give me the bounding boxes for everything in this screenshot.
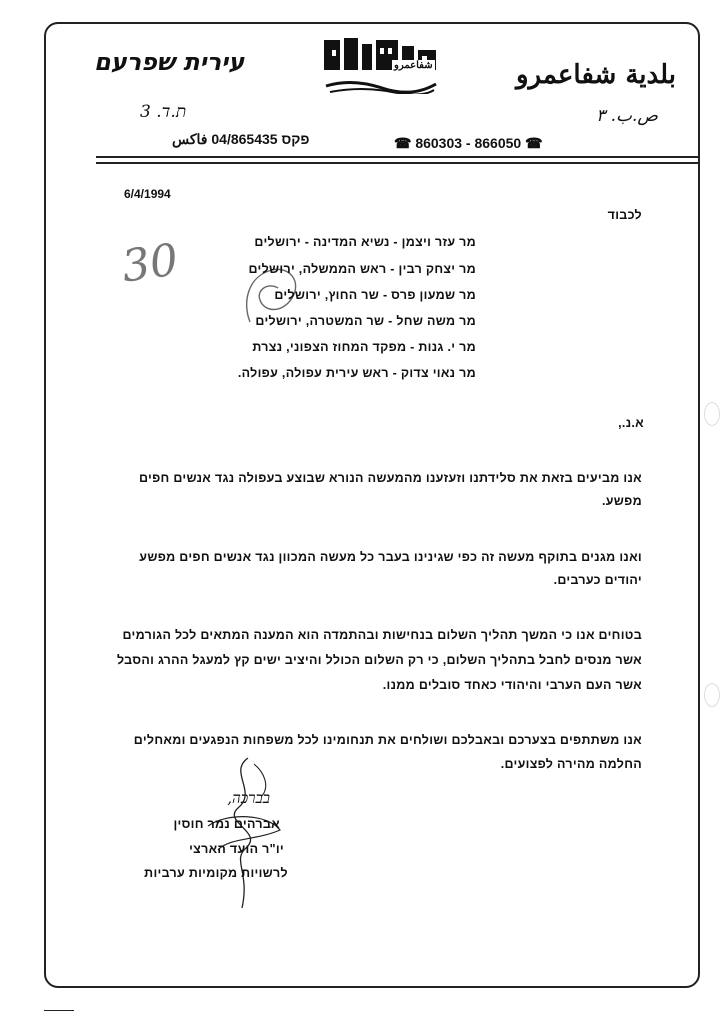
bottom-mark [44, 1010, 74, 1011]
greeting: א.נ., [618, 416, 644, 430]
paragraph-line: החלמה מהירה לפצועים. [500, 757, 642, 771]
paragraph-line: ואנו מגנים בתוקף מעשה זה כפי שגינינו בעבר כל מעשה המכוון נגד אנשים חפים מפשע [139, 550, 642, 564]
phone-numbers: ☎ 860303 - 866050 ☎ [394, 135, 543, 151]
header-divider [96, 156, 700, 158]
paragraph-line: אנו משתתפים בצערכם ובאבלכם ושולחים את תנחומינו לכל משפחות הנפגעים ומאחלים [133, 733, 642, 747]
paragraph-line: אשר העם הערבי והיהודי כאחד סובלים ממנו. [382, 678, 642, 692]
punch-hole [704, 683, 720, 707]
recipient-line: מר נאוי צדוק - ראש עירית עפולה, עפולה. [237, 366, 476, 380]
recipient-line: מר משה שחל - שר המשטרה, ירושלים [255, 314, 476, 328]
municipality-logo [322, 38, 440, 94]
letterhead-arabic-name: بلدية شفاعمرو [515, 60, 676, 90]
paragraph-line: יהודים כערבים. [553, 573, 642, 587]
handwritten-number: 30 [118, 234, 182, 293]
paragraph-line: אשר מנסים לחבל בתהליך השלום, כי רק השלום הכולל והיציב ישים קץ למעגל ההרג והסבל [116, 653, 642, 667]
signatory-title: יו"ר הועד הארצי [189, 842, 284, 856]
letter-date: 6/4/1994 [124, 187, 171, 201]
signatory-name: אברהים נמר חוסין [173, 817, 280, 831]
signature-closing: בברכה, [227, 789, 270, 807]
paragraph-line: מפשע. [602, 494, 642, 508]
letterhead-hebrew-name: עירית שפרעם [94, 48, 245, 76]
signatory-organization: לרשויות מקומיות ערביות [144, 866, 288, 880]
handwritten-signature [188, 752, 288, 916]
recipient-line: מר י. גנות - מפקד המחוז הצפוני, נצרת [252, 340, 476, 354]
punch-hole [704, 402, 720, 426]
logo-caption: شفاعمرو [394, 60, 433, 71]
header-divider [96, 162, 700, 164]
paragraph-line: בטוחים אנו כי המשך תהליך השלום בנחישות ובהתמדה הוא המענה המתאים לכל הגורמים [122, 628, 642, 642]
signature-mark [188, 752, 288, 912]
paragraph-line: אנו מביעים בזאת את סלידתנו וזעזענו מהמעשה הנורא שבוצע בעפולה נגד אנשים חפים [138, 471, 642, 485]
letterhead-ref-hebrew: ת.ד. 3 [140, 102, 187, 122]
fax-number: פקס 04/865435 فاكس [172, 131, 310, 147]
recipient-line: מר יצחק רבין - ראש הממשלה, ירושלים [248, 262, 476, 276]
letterhead-ref-arabic: ص.ب. ٣ [596, 106, 658, 126]
salutation: לכבוד [607, 208, 642, 222]
recipient-line: מר שמעון פרס - שר החוץ, ירושלים [274, 288, 476, 302]
recipient-line: מר עזר ויצמן - נשיא המדינה - ירושלים [254, 235, 476, 249]
